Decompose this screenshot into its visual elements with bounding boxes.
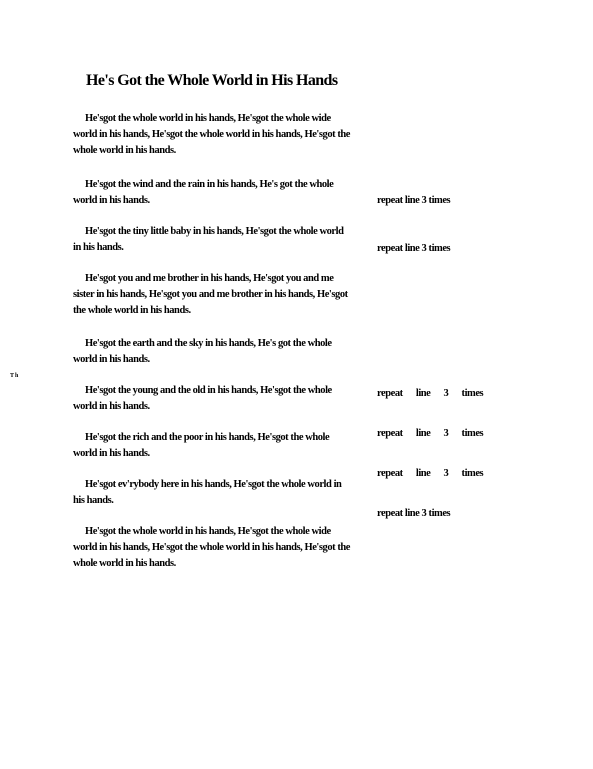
repeat-note-4: repeat line 3 times — [377, 428, 484, 439]
repeat-note-3: repeat line 3 times — [377, 388, 484, 399]
verse-3: He'sgot the tiny little baby in his hands, He'sgot the whole world in his hands. — [73, 226, 344, 253]
verse-7: He'sgot the rich and the poor in his hands, He'sgot the whole world in his hands. — [73, 432, 330, 459]
stray-mark: Th — [10, 373, 20, 379]
page-title: He's Got the Whole World in His Hands — [86, 72, 338, 89]
repeat-note-2: repeat line 3 times — [377, 243, 451, 254]
repeat-note-1: repeat line 3 times — [377, 195, 451, 206]
verse-1: He'sgot the whole world in his hands, He'sgot the whole wide world in his hands, He'sgot the whole world in his hands, He'sgot the whole world in his hands. — [73, 113, 351, 156]
verse-4: He'sgot you and me brother in his hands, He'sgot you and me sister in his hands, He'sgot you and me brother in his hands, He'sgot the whole world in his hands. — [73, 273, 348, 316]
repeat-note-5: repeat line 3 times — [377, 468, 484, 479]
verse-8: He'sgot ev'rybody here in his hands, He'sgot the whole world in his hands. — [73, 479, 342, 506]
verse-9: He'sgot the whole world in his hands, He'sgot the whole wide world in his hands, He'sgot the whole world in his hands, He'sgot the whole world in his hands. — [73, 526, 351, 569]
repeat-note-6: repeat line 3 times — [377, 508, 451, 519]
verse-2: He'sgot the wind and the rain in his hands, He's got the whole world in his hands. — [73, 179, 334, 206]
verse-6: He'sgot the young and the old in his hands, He'sgot the whole world in his hands. — [73, 385, 332, 412]
verse-5: He'sgot the earth and the sky in his hands, He's got the whole world in his hands. — [73, 338, 332, 365]
